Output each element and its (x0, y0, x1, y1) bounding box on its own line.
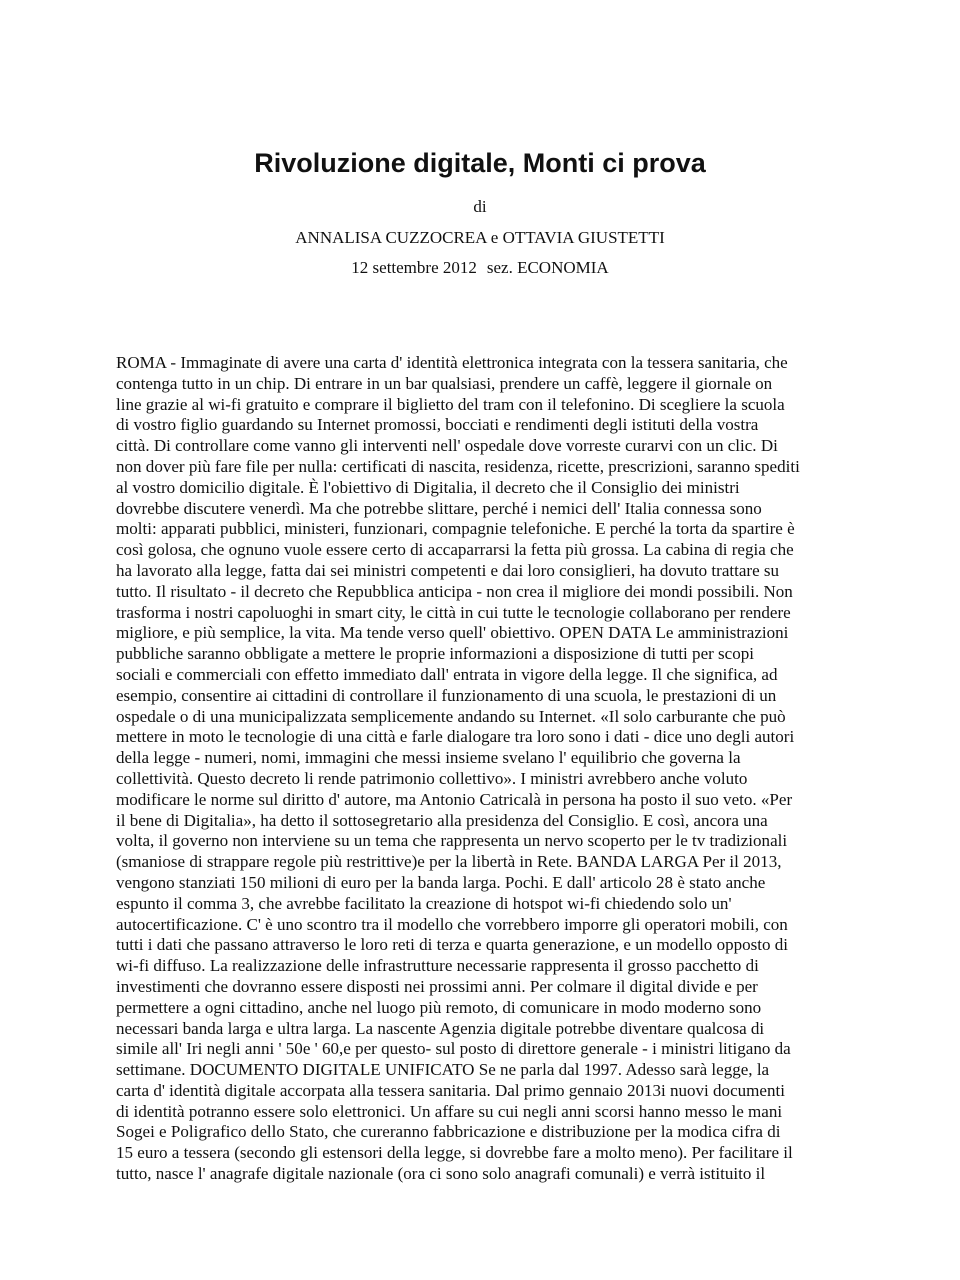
article-line: (smaniose di strappare regole più restrittive)e per la libertà in Rete. BANDA LARGA Per il 2013, (116, 852, 782, 872)
article-section: sez. ECONOMIA (486, 258, 609, 277)
article-line: trasforma i nostri capoluoghi in smart city, le città in cui tutte le tecnologie collaborano per rendere (116, 602, 791, 622)
article-line: vengono stanziati 150 milioni di euro per la banda larga. Pochi. E dall' articolo 28 è stato anche (116, 872, 766, 892)
article-line: della legge - numeri, nomi, immagini che messi insieme svelano l' equilibrio che governa la (116, 748, 741, 768)
article-line: non dover più fare file per nulla: certificati di nascita, residenza, ricette, prescrizioni, saranno spediti (116, 456, 800, 476)
article-line: di identità potranno essere solo elettronici. Un affare su cui negli anni scorsi hanno messo le mani (116, 1101, 783, 1121)
article-line: mettere in moto le tecnologie di una città e farle dialogare tra loro sono i dati - dice uno degli autori (116, 727, 795, 747)
article-line: al vostro domicilio digitale. È l'obiettivo di Digitalia, il decreto che il Consiglio dei ministri (116, 477, 740, 497)
article-line: investimenti che dovranno essere disposti nei prossimi anni. Per colmare il digital divide e per (116, 976, 758, 996)
article-line: tutto. Il risultato - il decreto che Repubblica anticipa - non crea il migliore dei mondi possibili. Non (116, 581, 793, 601)
article-line: espunto il comma 3, che avrebbe facilitato la creazione di hotspot wi-fi chiedendo solo un' (116, 893, 732, 913)
article-line: wi-fi diffuso. La realizzazione delle infrastrutture necessarie rappresenta il grosso pacchetto di (116, 956, 759, 976)
article-line: simile all' Iri negli anni ' 50e ' 60,e per questo- sul posto di direttore generale - i ministri litigano da (116, 1039, 791, 1059)
article-line: Sogei e Poligrafico dello Stato, che cureranno fabbricazione e distribuzione per la modica cifra di (116, 1122, 781, 1142)
byline-di: di (473, 197, 487, 216)
article-line: ROMA - Immaginate di avere una carta d' identità elettronica integrata con la tessera sanitaria, che (116, 353, 788, 372)
article-line: carta d' identità digitale accorpata alla tessera sanitaria. Dal primo gennaio 2013i nuovi documenti (116, 1080, 785, 1100)
article-line: ha lavorato alla legge, fatta dai sei ministri competenti e dai loro consiglieri, ha dovuto trattare su (116, 560, 780, 580)
article-line: migliore, e più semplice, la vita. Ma tende verso quell' obiettivo. OPEN DATA Le amministrazioni (116, 623, 789, 643)
article-line: volta, il governo non interviene su un tema che rappresenta un nervo scoperto per le tv tradizionali (116, 831, 788, 851)
article-line: esempio, consentire ai cittadini di controllare il funzionamento di una scuola, le prestazioni di un (116, 685, 777, 705)
article-line: tutti i dati che passano attraverso le loro reti di terza e quarta generazione, e un modello opposto di (116, 935, 789, 955)
article-line: ospedale o di una municipalizzata semplicemente andando su Internet. «Il solo carburante che può (116, 706, 786, 726)
article-line: così golosa, che ognuno vuole essere certo di accaparrarsi la fetta più grossa. La cabina di regia che (116, 540, 794, 560)
article-line: contenga tutto in un chip. Di entrare in un bar qualsiasi, prendere un caffè, leggere il giornale on (116, 373, 773, 393)
article-line: pubbliche saranno obbligate a mettere le proprie informazioni a disposizione di tutti per scopi (116, 644, 755, 664)
article-line: necessari banda larga e ultra larga. La nascente Agenzia digitale potrebbe diventare qualcosa di (116, 1018, 765, 1038)
article-line: città. Di controllare come vanno gli interventi nell' ospedale dove vorreste curarvi con un clic. Di (116, 436, 778, 456)
article-line: dovrebbe discutere venerdì. Ma che potrebbe slittare, perché i nemici dell' Italia connessa sono (116, 498, 762, 518)
article-line: modificare le norme sul diritto d' autore, ma Antonio Catricalà in persona ha posto il suo veto. «Per (116, 789, 793, 809)
article-line: settimane. DOCUMENTO DIGITALE UNIFICATO Se ne parla dal 1997. Adesso sarà legge, la (116, 1060, 770, 1080)
article-line: autocertificazione. C' è uno scontro tra il modello che vorrebbero imporre gli operatori mobili, con (116, 914, 788, 934)
article-line: collettività. Questo decreto li rende patrimonio collettivo». I ministri avrebbero anche voluto (116, 768, 748, 788)
article-title: Rivoluzione digitale, Monti ci prova (254, 148, 706, 178)
article-line: sociali e commerciali con effetto immediato dall' entrata in vigore della legge. Il che significa, ad (116, 664, 778, 684)
article-line: il bene di Digitalia», ha detto il sottosegretario alla presidenza del Consiglio. E così, ancora una (116, 810, 768, 830)
article-line: line grazie al wi-fi gratuito e comprare il biglietto del tram con il telefonino. Di scegliere la scuola (116, 394, 785, 414)
article-body (116, 353, 846, 1185)
article-date: 12 settembre 2012 (351, 258, 477, 277)
byline-authors: ANNALISA CUZZOCREA e OTTAVIA GIUSTETTI (295, 228, 665, 247)
article-line: 15 euro a tessera (secondo gli estensori della legge, si dovrebbe fare a molto meno). Per facilitare il (116, 1143, 793, 1163)
article-line: tutto, nasce l' anagrafe digitale nazionale (ora ci sono solo anagrafi comunali) e verrà istituito il (116, 1164, 766, 1184)
article-line: permettere a ogni cittadino, anche nel luogo più remoto, di comunicare in modo moderno sono (116, 997, 762, 1017)
article-line: di vostro figlio guardando su Internet promossi, bocciati e rendimenti degli istituti della vostra (116, 415, 759, 435)
byline-date-section (0, 257, 960, 279)
article-line: molti: apparati pubblici, ministeri, funzionari, compagnie telefoniche. E perché la torta da spartire è (116, 519, 795, 539)
